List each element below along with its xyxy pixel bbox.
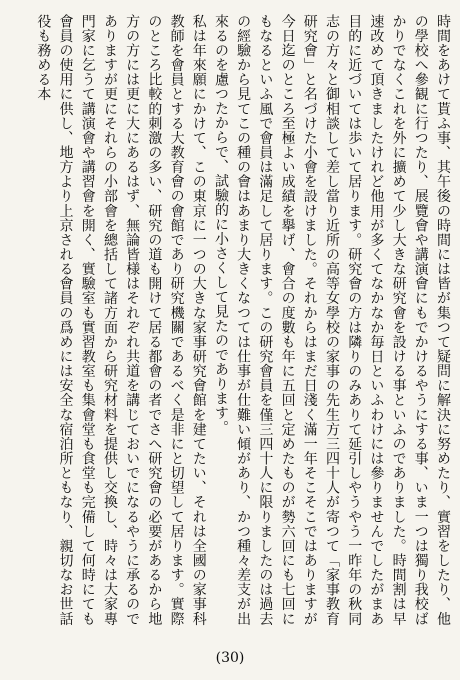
body-text	[6, 14, 454, 626]
paragraph: 私は年來願にかけて、この東京に一つの大きな家事研究會館を建てたい、それは全國の家事科教師を會員とする大教育會の會館であり研究機關であるべく是非にと切望して居ります。實際のところ比較的刺激の多い、研究の道も開けて居る都會の者でさへ研究會の必要があるから地方の方には更に大にあるはず、無論皆様はそれぞれ共道を講じておいでになるやうに承るのでありますが更にそれらの小部會を總括して諸方面から研究材料を提供し交換し、時々は大家專門家に乞うて講演會や講習會を開く、實驗室も實習教室も集會堂も食堂も完備して何時にても會員の使用に供し、地方より上京される會員の爲めには安全な宿泊所ともなり、親切なお世話役も務める本	[35, 14, 207, 627]
page-number: (30)	[215, 650, 245, 666]
paragraph: 時間をあけて貰ふ事、其午後の時間には皆が集つて疑問に解決に努めたり、實習をしたり、他の學校へ參観に行つたり、展覽會や講演會にもでかけるやうにする事、いま一つは獨り我校ばかりでなくこれを外に擴めて少し大きな研究會を設ける事といふのでありました。時間割は早速改めて頂きましたけれど他用が多くてなかなか毎日といふわけには參りませんでしたがまあ目的に近づいては歩いて居ります。研究會の方は隣りのみありて延引しやうやう一昨年の秋同志の方々と御相談して差し當り近所の高等女學校の家事の先生方三四十人が寄つて「家事教育研究會」と名づけた小會を設けました。それからはまだ日淺く滿一年そこそこではありますが今日迄のところ至極よい成績を擧げ、會合の度數も年に五回と定めたものが勢六回にも七回にもなるといふ風で會員は滿足して居ります。この研究會員を僅三四十人に限りましたのは過去の經驗から見てこの種の會はあまり大きくなつては仕事が仕難い傾があり、かつ種々差支が出來るのを慮つたからで、試驗的に小さくして見たのであります。	[212, 14, 451, 627]
